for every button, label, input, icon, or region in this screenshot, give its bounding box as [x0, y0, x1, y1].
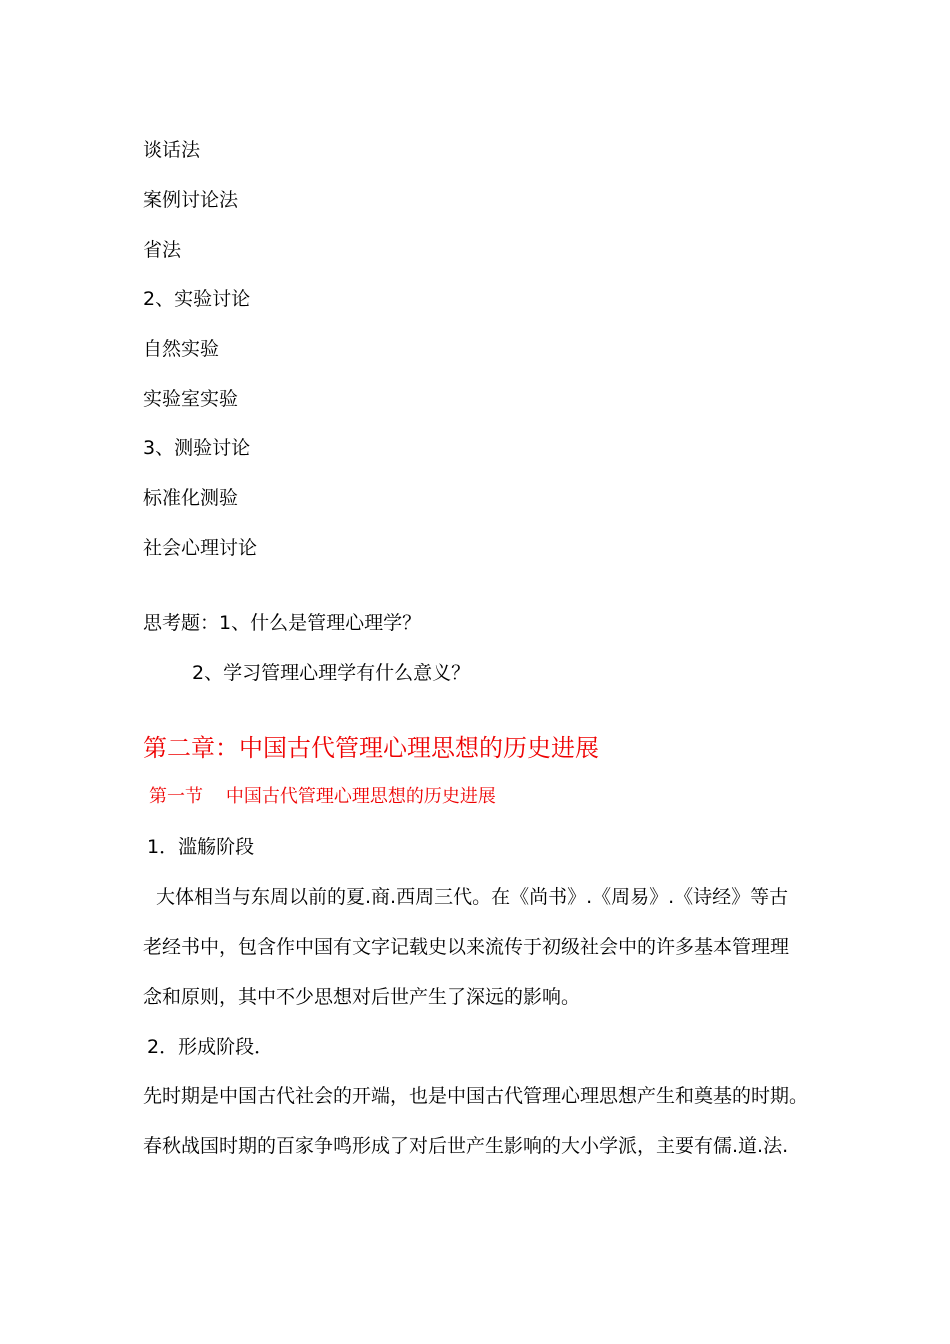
list-item: 2、实验讨论: [143, 288, 251, 310]
stage1-paragraph-line: 大体相当与东周以前的夏.商.西周三代。在《尚书》.《周易》.《诗经》等古: [156, 886, 789, 908]
stage1-paragraph-line: 念和原则，其中不少思想对后世产生了深远的影响。: [143, 986, 581, 1008]
list-item: 社会心理讨论: [143, 537, 258, 559]
list-item: 实验室实验: [143, 388, 239, 410]
list-item: 谈话法: [143, 139, 201, 161]
stage2-heading: 2．形成阶段．: [147, 1036, 274, 1058]
list-item: 案例讨论法: [143, 189, 239, 211]
stage1-paragraph-line: 老经书中，包含作中国有文字记载史以来流传于初级社会中的许多基本管理理: [143, 936, 790, 958]
stage2-paragraph-line: 先时期是中国古代社会的开端，也是中国古代管理心理思想产生和奠基的时期。: [143, 1085, 809, 1107]
list-item: 省法: [143, 239, 182, 261]
chapter-title: 第二章：中国古代管理心理思想的历史进展: [143, 734, 599, 762]
question-2: 2、学习管理心理学有什么意义？: [192, 662, 471, 684]
list-item: 3、测验讨论: [143, 437, 251, 459]
list-item: 标准化测验: [143, 487, 239, 509]
list-item: 自然实验: [143, 338, 220, 360]
question-1: 思考题：1、什么是管理心理学？: [143, 612, 422, 634]
stage1-heading: 1．滥觞阶段: [147, 836, 255, 858]
stage2-paragraph-line: 春秋战国时期的百家争鸣形成了对后世产生影响的大小学派，主要有儒.道.法.: [143, 1135, 789, 1157]
section-title: 第一节 中国古代管理心理思想的历史进展: [149, 786, 496, 807]
